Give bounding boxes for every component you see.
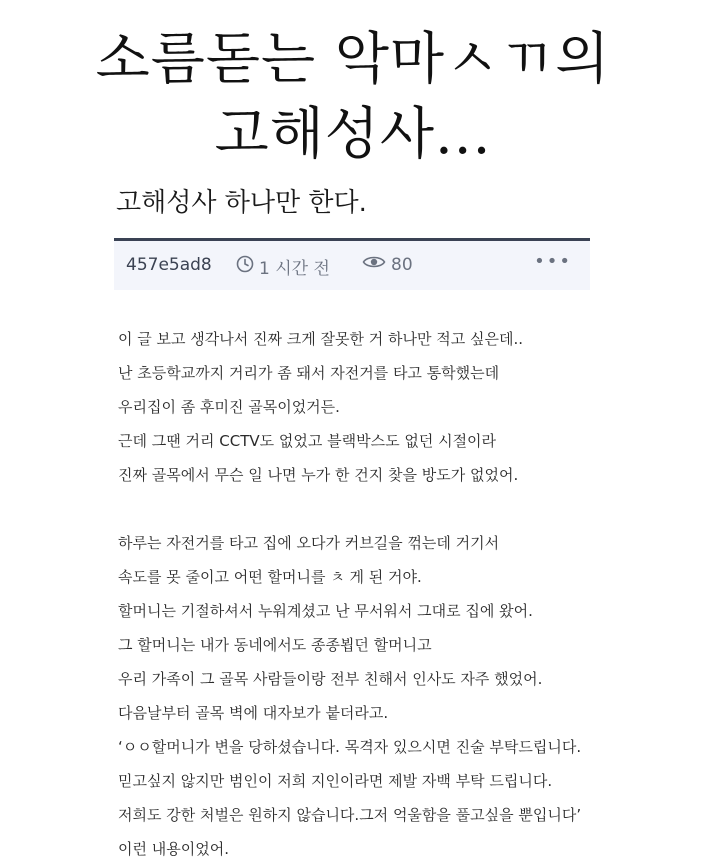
author-id[interactable]: 457e5ad8 (126, 255, 212, 275)
post-body (118, 322, 678, 866)
more-dots-icon[interactable]: ••• (534, 251, 572, 272)
body-line: ‘ㅇㅇ할머니가 변을 당하셨습니다. 목격자 있으시면 진술 부탁드립니다. (118, 738, 582, 756)
body-line: 우리 가족이 그 골목 사람들이랑 전부 친해서 인사도 자주 했었어. (118, 670, 543, 688)
headline-line-1: 소름돋는 악마ㅅㄲ의 (95, 27, 611, 92)
body-line: 저희도 강한 처벌은 원하지 않습니다.그저 억울함을 풀고싶을 뿐입니다’ (118, 806, 582, 824)
body-line: 다음날부터 골목 벽에 대자보가 붙더라고. (118, 704, 389, 722)
post-title: 고해성사 하나만 한다. (116, 188, 367, 218)
headline-line-2: 고해성사... (214, 102, 492, 167)
body-line: 난 초등학교까지 거리가 좀 돼서 자전거를 타고 통학했는데 (118, 364, 500, 382)
body-line: 이 글 보고 생각나서 진짜 크게 잘못한 거 하나만 적고 싶은데.. (118, 330, 523, 348)
clock-icon (236, 255, 254, 278)
post-meta-bar (114, 238, 590, 290)
post-time (236, 254, 330, 279)
view-count-label: 80 (391, 254, 413, 275)
eye-icon (362, 254, 386, 275)
body-line: 그 할머니는 내가 동네에서도 종종뵙던 할머니고 (118, 636, 432, 654)
body-line: 근데 그땐 거리 CCTV도 없었고 블랙박스도 없던 시절이라 (118, 432, 497, 450)
post-time-label: 1 시간 전 (259, 259, 330, 279)
body-line: 이런 내용이었어. (118, 840, 229, 858)
paragraph-gap (118, 492, 678, 526)
body-line: 하루는 자전거를 타고 집에 오다가 커브길을 꺾는데 거기서 (118, 534, 500, 552)
body-line: 속도를 못 줄이고 어떤 할머니를 ㅊ 게 된 거야. (118, 568, 422, 586)
body-line: 할머니는 기절하셔서 누워계셨고 난 무서워서 그대로 집에 왔어. (118, 602, 533, 620)
body-line: 우리집이 좀 후미진 골목이었거든. (118, 398, 340, 416)
body-line: 진짜 골목에서 무슨 일 나면 누가 한 건지 찾을 방도가 없었어. (118, 466, 519, 484)
view-count (362, 254, 413, 275)
headline (0, 22, 706, 172)
body-line: 믿고싶지 않지만 범인이 저희 지인이라면 제발 자백 부탁 드립니다. (118, 772, 553, 790)
